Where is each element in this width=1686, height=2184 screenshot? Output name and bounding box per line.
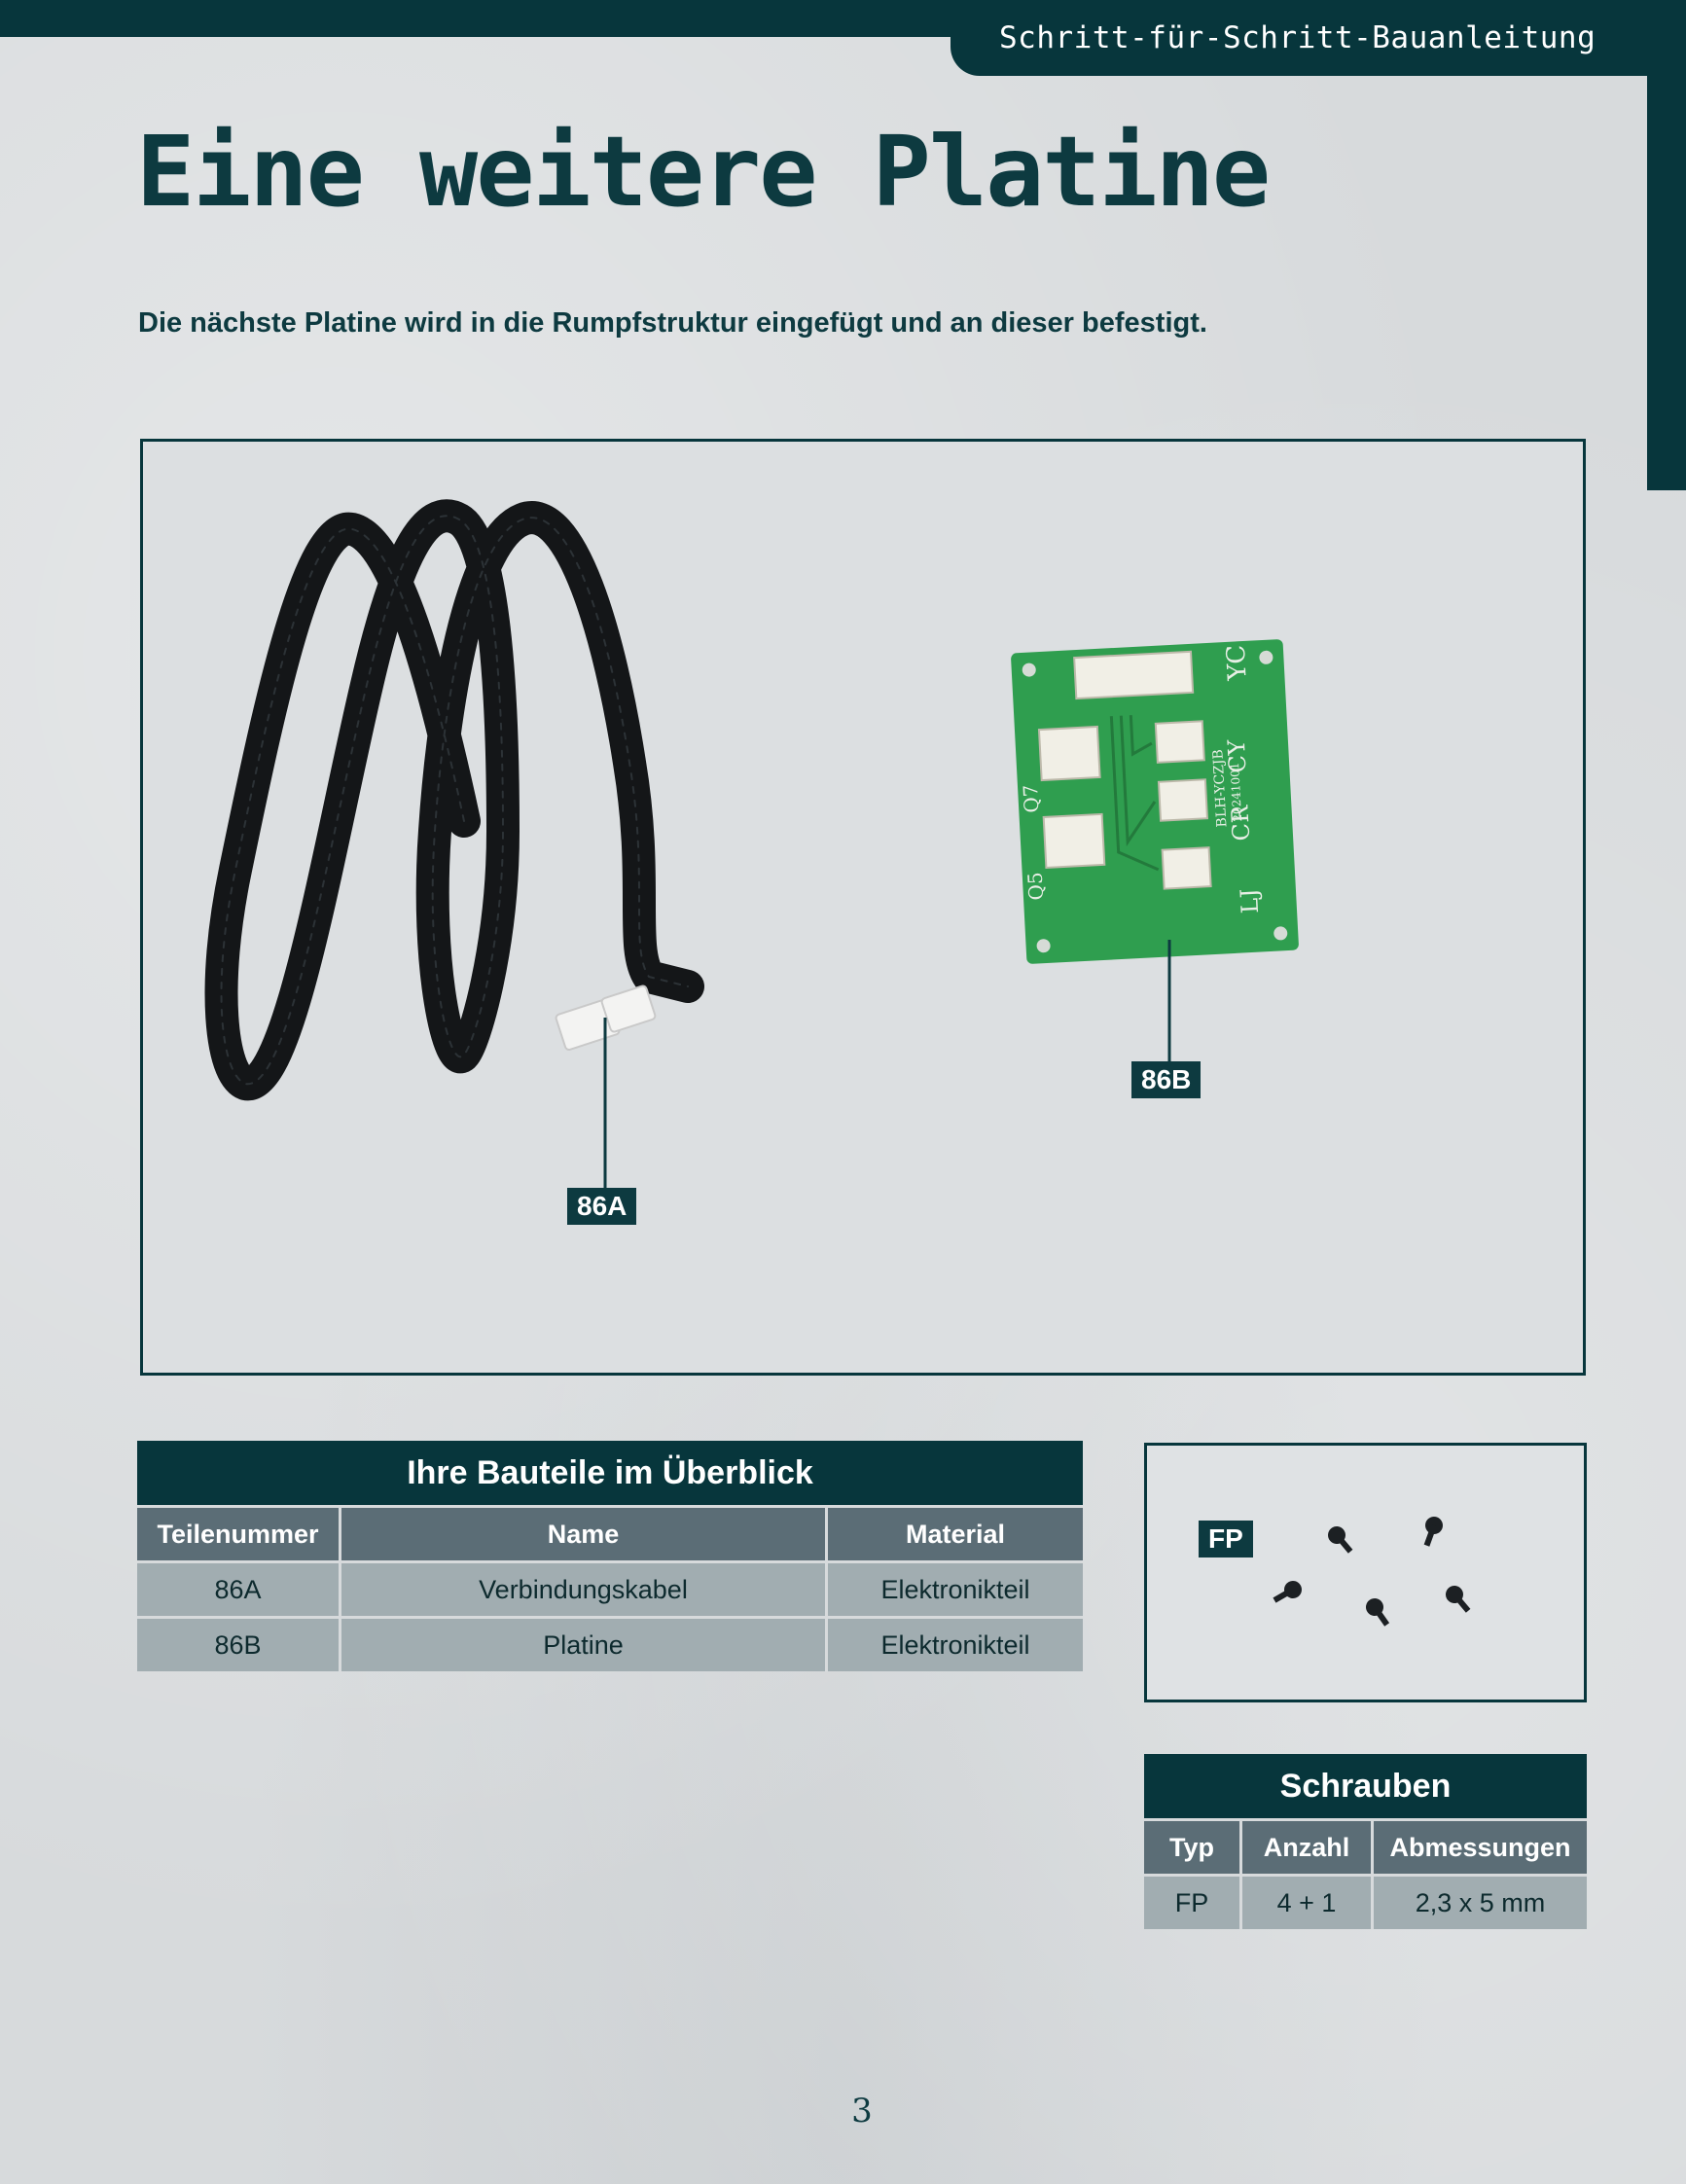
screws-table-title: Schrauben <box>1144 1754 1587 1820</box>
board-label-cy: CY <box>1222 738 1252 774</box>
table-row <box>137 1562 1083 1618</box>
screws-illustration <box>1147 1446 1584 1700</box>
table-cell: 4 + 1 <box>1241 1876 1373 1930</box>
screw-icon <box>1270 1578 1305 1608</box>
table-cell: 86B <box>137 1618 341 1672</box>
side-strip <box>1647 76 1686 490</box>
table-cell: Elektronikteil <box>827 1618 1084 1672</box>
board-label-model: BLH-YCZJB <box>1210 748 1231 828</box>
screws-table <box>1144 1754 1587 1929</box>
label-86b: 86B <box>1131 1061 1201 1098</box>
page-title: Eine weitere Platine <box>136 115 1270 229</box>
section-tab-label: Schritt-für-Schritt-Bauanleitung <box>999 20 1596 55</box>
section-tab <box>951 0 1686 76</box>
circuit-board <box>1011 639 1299 964</box>
board-label-cr: CR <box>1226 805 1256 842</box>
board-label-lj: LJ <box>1235 887 1265 914</box>
parts-col-teilenummer: Teilenummer <box>137 1507 341 1562</box>
table-cell: FP <box>1144 1876 1241 1930</box>
table-cell: Platine <box>341 1618 827 1672</box>
parts-col-name: Name <box>341 1507 827 1562</box>
screws-col-abmessungen: Abmessungen <box>1373 1820 1588 1876</box>
board-label-date: 20241001 <box>1228 762 1245 822</box>
label-86a: 86A <box>567 1188 636 1225</box>
table-cell: 86A <box>137 1562 341 1618</box>
parts-col-material: Material <box>827 1507 1084 1562</box>
board-label-q5: Q5 <box>1022 871 1049 902</box>
parts-table <box>137 1441 1083 1671</box>
screw-icons <box>1270 1514 1475 1629</box>
intro-text: Die nächste Platine wird in die Rumpfstruktur eingefügt und an dieser befestigt. <box>138 307 1207 339</box>
table-cell: Elektronikteil <box>827 1562 1084 1618</box>
screws-col-typ: Typ <box>1144 1820 1241 1876</box>
page-number: 3 <box>851 2092 873 2130</box>
label-fp: FP <box>1199 1521 1253 1557</box>
screw-icon <box>1324 1522 1357 1557</box>
parts-table-title: Ihre Bauteile im Überblick <box>137 1441 1083 1507</box>
screws-col-anzahl: Anzahl <box>1241 1820 1373 1876</box>
screw-icon <box>1418 1514 1446 1548</box>
parts-photo-illustration <box>143 442 1583 1373</box>
screw-icon <box>1362 1594 1394 1629</box>
screws-photo <box>1144 1443 1587 1702</box>
table-cell: 2,3 x 5 mm <box>1373 1876 1588 1930</box>
board-label-yc: YC <box>1221 644 1253 682</box>
screw-icon <box>1442 1582 1475 1616</box>
board-label-q7: Q7 <box>1018 783 1044 814</box>
table-row <box>137 1618 1083 1672</box>
table-row <box>1144 1876 1587 1930</box>
parts-photo <box>140 439 1586 1376</box>
table-cell: Verbindungskabel <box>341 1562 827 1618</box>
